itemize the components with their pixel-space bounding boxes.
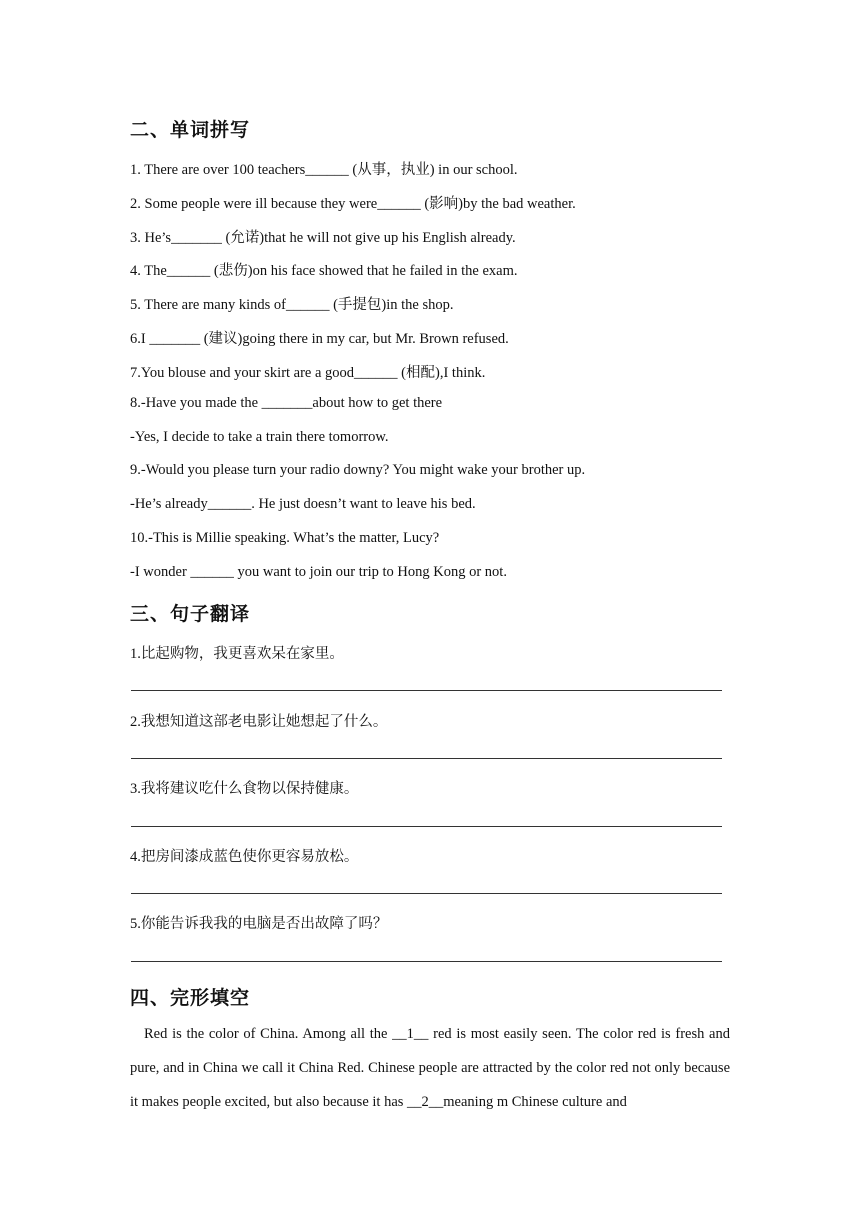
translation-answer-line-1[interactable]	[131, 690, 722, 691]
spelling-item-2: 2. Some people were ill because they were______ (影响)by the bad weather.	[130, 196, 576, 212]
section-2-heading: 二、单词拼写	[130, 119, 251, 141]
spelling-item-5: 5. There are many kinds of______ (手提包)in the shop.	[130, 297, 454, 313]
translation-item-2: 2.我想知道这部老电影让她想起了什么。	[130, 714, 388, 730]
spelling-item-1: 1. There are over 100 teachers______ (从事，执业) in our school.	[130, 162, 518, 178]
translation-item-4: 4.把房间漆成蓝色使你更容易放松。	[130, 849, 359, 865]
spelling-item-4: 4. The______ (悲伤)on his face showed that he failed in the exam.	[130, 263, 518, 279]
spelling-item-6: 6.I _______ (建议)going there in my car, but Mr. Brown refused.	[130, 331, 509, 347]
translation-item-3: 3.我将建议吃什么食物以保持健康。	[130, 781, 359, 797]
spelling-item-9: 9.-Would you please turn your radio downy? You might wake your brother up.	[130, 462, 586, 478]
spelling-item-10-answer: -I wonder ______ you want to join our trip to Hong Kong or not.	[130, 564, 507, 580]
spelling-item-3: 3. He’s_______ (允诺)that he will not give up his English already.	[130, 230, 516, 246]
translation-answer-line-5[interactable]	[131, 961, 722, 962]
translation-answer-line-2[interactable]	[131, 758, 722, 759]
translation-item-5: 5.你能告诉我我的电脑是否出故障了吗？	[130, 916, 388, 932]
spelling-item-8: 8.-Have you made the _______about how to get there	[130, 395, 443, 411]
section-3-heading: 三、句子翻译	[130, 603, 251, 625]
translation-answer-line-3[interactable]	[131, 826, 722, 827]
section-4-heading: 四、完形填空	[130, 987, 251, 1009]
translation-answer-line-4[interactable]	[131, 893, 722, 894]
translation-item-1: 1.比起购物，我更喜欢呆在家里。	[130, 646, 344, 662]
spelling-item-10: 10.-This is Millie speaking. What’s the matter, Lucy?	[130, 530, 440, 546]
spelling-item-7: 7.You blouse and your skirt are a good______ (相配),I think.	[130, 365, 486, 381]
spelling-item-9-answer: -He’s already______. He just doesn’t want to leave his bed.	[130, 496, 476, 512]
spelling-item-8-answer: -Yes, I decide to take a train there tomorrow.	[130, 429, 389, 445]
cloze-paragraph: Red is the color of China. Among all the __1__ red is most easily seen. The color red is fresh and pure, and in China we call it China Red. Chinese people are attracted by the color red not only because it makes people excited, but also because it has __2__meaning m Chinese culture and	[130, 1026, 730, 1110]
